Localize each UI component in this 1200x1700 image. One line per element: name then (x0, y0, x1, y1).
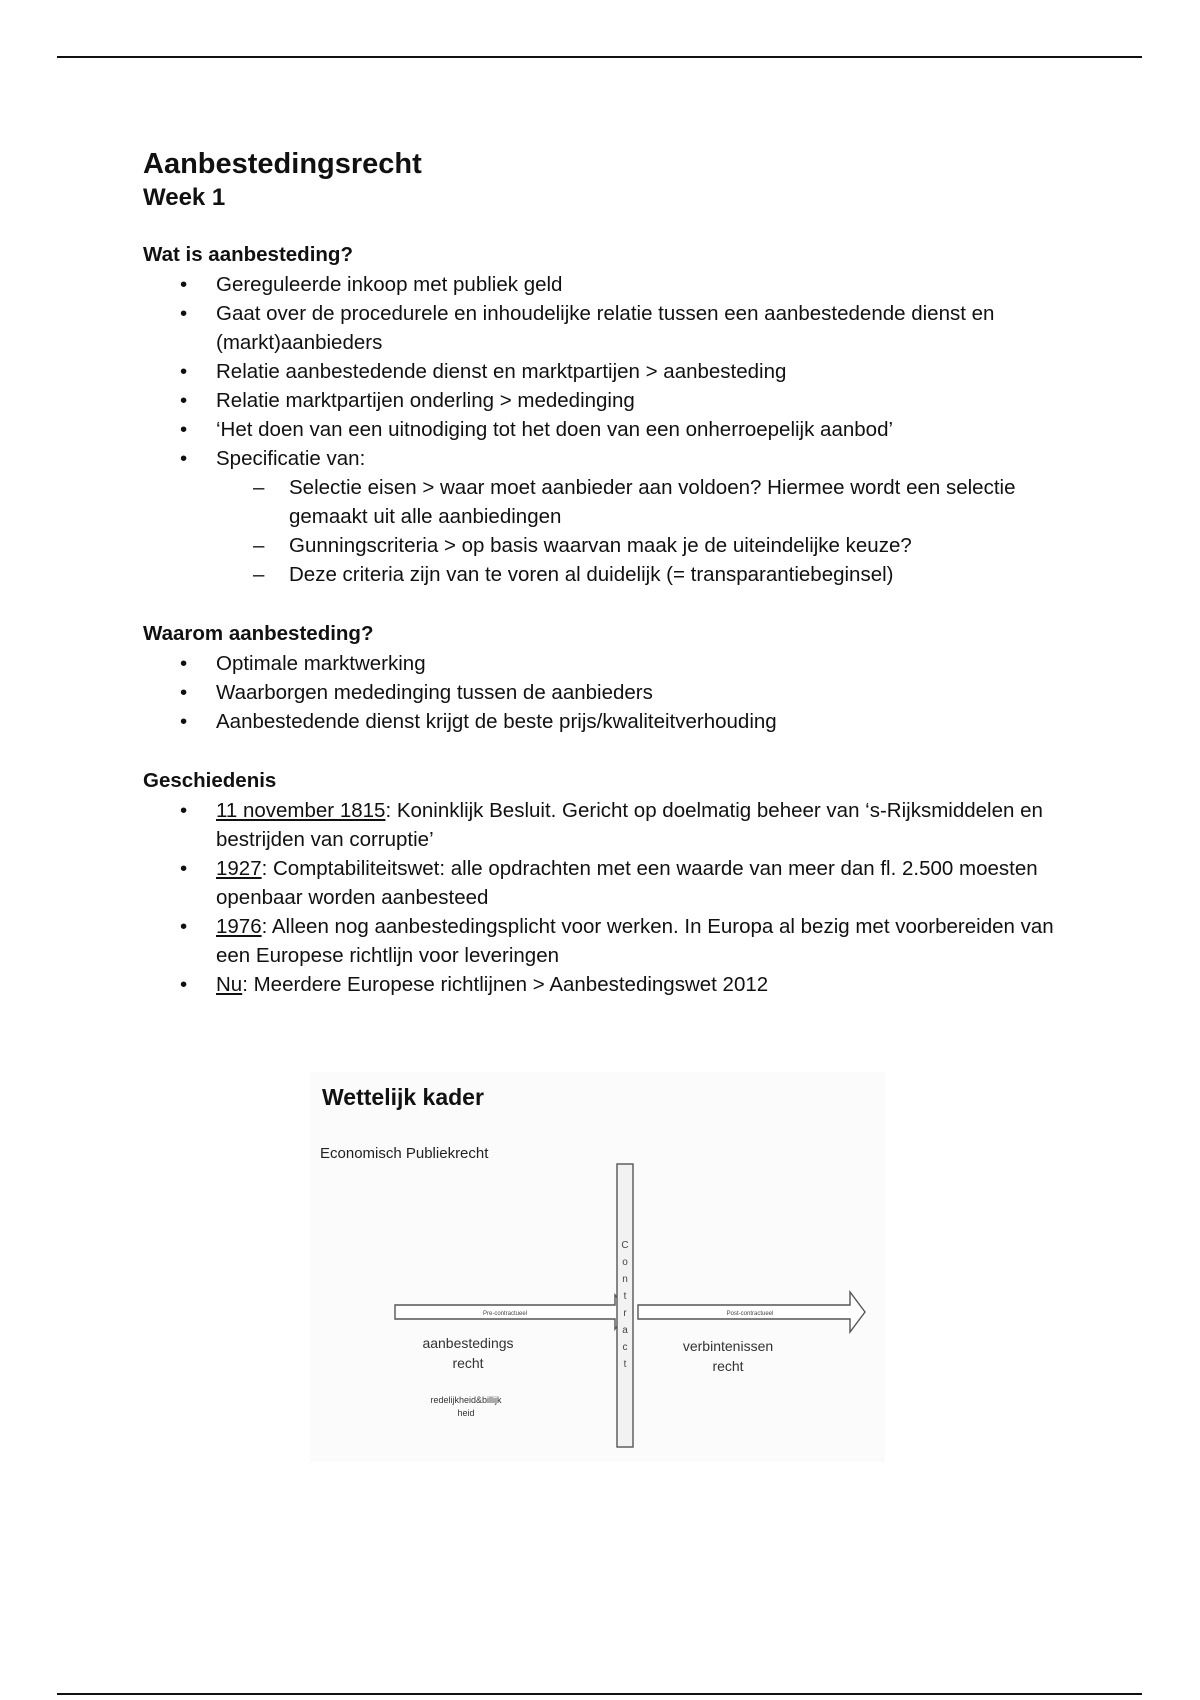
left-label-line2: recht (452, 1355, 484, 1371)
diagram-svg (310, 1072, 885, 1462)
list-item: • Optimale marktwerking (143, 649, 1093, 678)
sub-list-item: – Selectie eisen > waar moet aanbieder aan voldoen? Hiermee wordt een selectie gemaakt uit alle aanbiedingen (216, 473, 1093, 531)
history-item (143, 970, 1093, 999)
why-list (143, 649, 1093, 736)
right-label-line2: recht (712, 1358, 744, 1374)
list-item-label: Specificatie van: (216, 447, 366, 470)
history-text: : Comptabiliteitswet: alle opdrachten met een waarde van meer dan fl. 2.500 moesten openbaar worden aanbesteed (216, 857, 1038, 909)
contract-bar (617, 1164, 633, 1447)
left-small-line1: redelijkheid&billijk (430, 1395, 502, 1405)
history-item (143, 796, 1093, 854)
list-item: • Relatie aanbestedende dienst en marktpartijen > aanbesteding (143, 357, 1093, 386)
sub-list-item: – Gunningscriteria > op basis waarvan maak je de uiteindelijke keuze? (216, 531, 1093, 560)
list-item: • Gaat over de procedurele en inhoudelijke relatie tussen een aanbestedende dienst en (markt)aanbieders (143, 299, 1093, 357)
document-subtitle: Week 1 (143, 184, 226, 211)
list-item: • ‘Het doen van een uitnodiging tot het doen van een onherroepelijk aanbod’ (143, 415, 1093, 444)
contract-letter: n (622, 1274, 628, 1285)
history-text: : Meerdere Europese richtlijnen > Aanbestedingswet 2012 (242, 973, 769, 996)
history-item (143, 912, 1093, 970)
contract-letter: o (622, 1257, 628, 1268)
list-item: • Aanbestedende dienst krijgt de beste prijs/kwaliteitverhouding (143, 707, 1093, 736)
sub-list-item: – Deze criteria zijn van te voren al duidelijk (= transparantiebeginsel) (216, 560, 1093, 589)
contract-letter: t (623, 1291, 627, 1302)
diagram-subtitle: Economisch Publiekrecht (320, 1145, 489, 1162)
left-label-line1: aanbestedings (422, 1335, 514, 1351)
document-body (143, 146, 1093, 1029)
history-item (143, 854, 1093, 912)
history-date: Nu (216, 973, 243, 996)
history-text: : Alleen nog aanbestedingsplicht voor werken. In Europa al bezig met voorbereiden van een Europese richtlijn voor leveringen (216, 915, 1054, 967)
legal-framework-diagram (310, 1072, 885, 1462)
section-heading-what: Wat is aanbesteding? (143, 243, 353, 266)
contract-letter: C (621, 1240, 629, 1251)
pre-contractual-label: Pre-contractueel (482, 1311, 528, 1317)
section-heading-why: Waarom aanbesteding? (143, 622, 374, 645)
bottom-rule (57, 1693, 1142, 1695)
history-date: 11 november 1815 (216, 799, 386, 822)
top-rule (57, 56, 1142, 58)
specificatie-sublist (216, 473, 1093, 589)
section-heading-history: Geschiedenis (143, 769, 277, 792)
history-text: : Koninklijk Besluit. Gericht op doelmatig beheer van ‘s-Rijksmiddelen en bestrijden van corruptie’ (216, 799, 1043, 851)
history-list (143, 796, 1093, 999)
what-list (143, 270, 1093, 589)
contract-letter: c (622, 1342, 628, 1353)
left-small-line2: heid (457, 1408, 475, 1418)
post-contractual-label: Post-contractueel (726, 1311, 774, 1317)
history-date: 1976 (216, 915, 262, 938)
list-item-specificatie (143, 444, 1093, 589)
list-item: • Waarborgen mededinging tussen de aanbieders (143, 678, 1093, 707)
list-item: • Gereguleerde inkoop met publiek geld (143, 270, 1093, 299)
contract-letter: a (622, 1325, 628, 1336)
diagram-title: Wettelijk kader (322, 1084, 484, 1110)
history-date: 1927 (216, 857, 262, 880)
contract-letter: r (623, 1308, 627, 1319)
document-title: Aanbestedingsrecht (143, 148, 422, 180)
contract-letter: t (623, 1359, 627, 1370)
list-item: • Relatie marktpartijen onderling > mededinging (143, 386, 1093, 415)
right-label-line1: verbintenissen (682, 1338, 774, 1354)
